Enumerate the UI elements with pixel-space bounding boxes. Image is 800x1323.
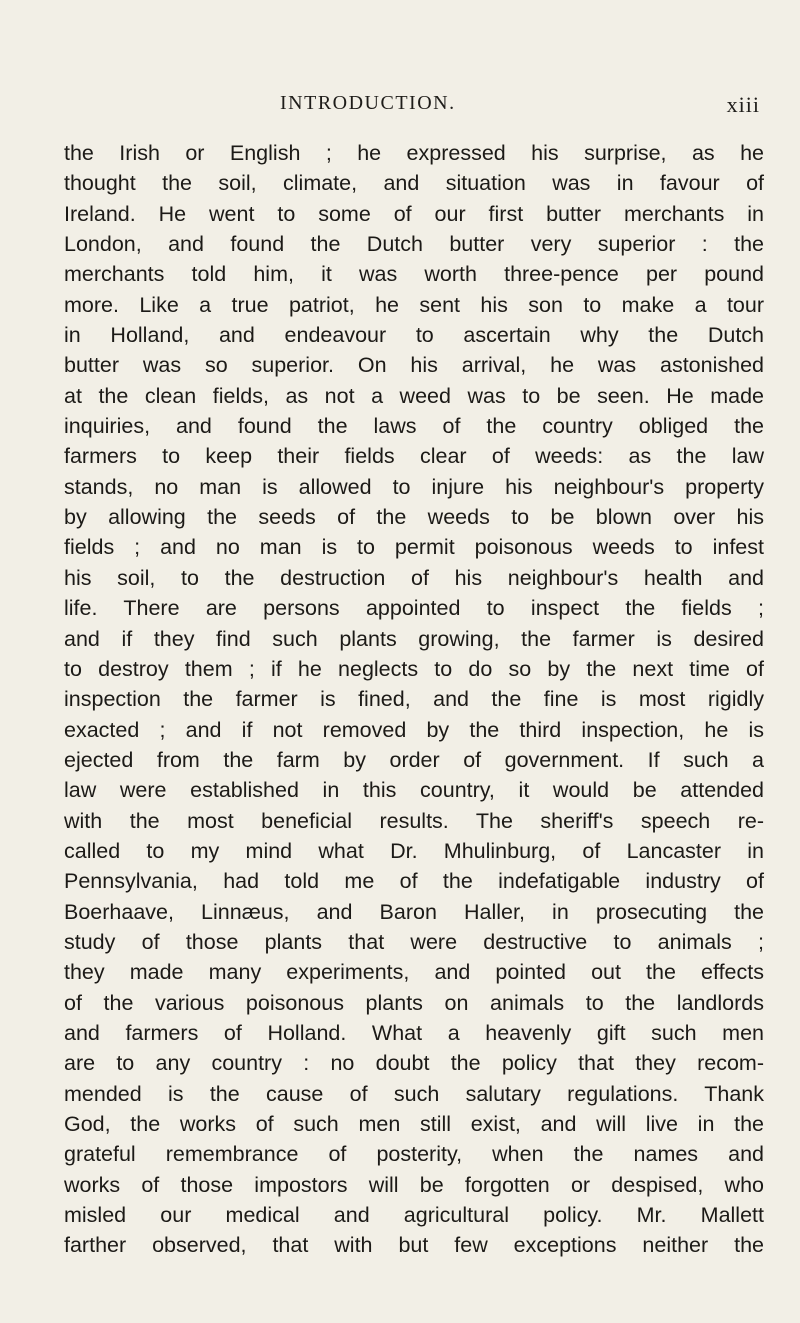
- page-number: xiii: [726, 92, 760, 117]
- text-line: farther observed, that with but few exceptions neither the: [64, 1233, 764, 1258]
- text-line: life. There are persons appointed to inspect the fields ;: [64, 596, 764, 621]
- text-line: misled our medical and agricultural policy. Mr. Mallett: [64, 1203, 764, 1228]
- text-line: thought the soil, climate, and situation was in favour of: [64, 171, 764, 196]
- text-line: God, the works of such men still exist, and will live in the: [64, 1112, 764, 1136]
- text-line: stands, no man is allowed to injure his neighbour's property: [64, 474, 764, 499]
- text-line: law were established in this country, it would be attended: [64, 778, 764, 803]
- text-line: merchants told him, it was worth three-pence per pound: [64, 262, 764, 287]
- text-line: London, and found the Dutch butter very superior : the: [64, 232, 764, 257]
- text-line: they made many experiments, and pointed out the effects: [64, 960, 764, 985]
- text-line: fields ; and no man is to permit poisonous weeds to infest: [64, 535, 764, 560]
- text-line: called to my mind what Dr. Mhulinburg, of Lancaster in: [64, 838, 764, 863]
- running-header: [280, 92, 760, 120]
- text-line: the Irish or English ; he expressed his surprise, as he: [64, 141, 764, 165]
- text-line: grateful remembrance of posterity, when the names and: [64, 1142, 764, 1167]
- text-line: inquiries, and found the laws of the country obliged the: [64, 414, 764, 439]
- text-line: and if they find such plants growing, the farmer is desired: [64, 626, 764, 651]
- text-line: his soil, to the destruction of his neighbour's health and: [64, 565, 764, 590]
- text-line: Boerhaave, Linnæus, and Baron Haller, in prosecuting the: [64, 899, 764, 924]
- text-line: to destroy them ; if he neglects to do so by the next time of: [64, 656, 764, 681]
- text-line: study of those plants that were destructive to animals ;: [64, 929, 764, 954]
- text-line: Ireland. He went to some of our first butter merchants in: [64, 201, 764, 226]
- chapter-title: INTRODUCTION.: [280, 92, 456, 114]
- text-line: butter was so superior. On his arrival, he was astonished: [64, 353, 764, 378]
- body-text: [64, 138, 764, 1261]
- text-line: ejected from the farm by order of government. If such a: [64, 747, 764, 772]
- text-line: exacted ; and if not removed by the third inspection, he is: [64, 717, 764, 742]
- text-line: inspection the farmer is fined, and the fine is most rigidly: [64, 687, 764, 712]
- text-line: in Holland, and endeavour to ascertain why the Dutch: [64, 323, 764, 348]
- text-line: at the clean fields, as not a weed was to be seen. He made: [64, 383, 764, 408]
- text-line: by allowing the seeds of the weeds to be blown over his: [64, 505, 764, 530]
- text-line: with the most beneficial results. The sheriff's speech re-: [64, 808, 764, 833]
- text-line: of the various poisonous plants on animals to the landlords: [64, 990, 764, 1015]
- text-line: farmers to keep their fields clear of weeds: as the law: [64, 444, 764, 469]
- text-line: Pennsylvania, had told me of the indefatigable industry of: [64, 869, 764, 894]
- text-line: mended is the cause of such salutary regulations. Thank: [64, 1081, 764, 1106]
- text-line: works of those impostors will be forgotten or despised, who: [64, 1172, 764, 1197]
- text-line: are to any country : no doubt the policy that they recom-: [64, 1051, 764, 1076]
- text-line: and farmers of Holland. What a heavenly gift such men: [64, 1020, 764, 1045]
- text-line: more. Like a true patriot, he sent his son to make a tour: [64, 292, 764, 317]
